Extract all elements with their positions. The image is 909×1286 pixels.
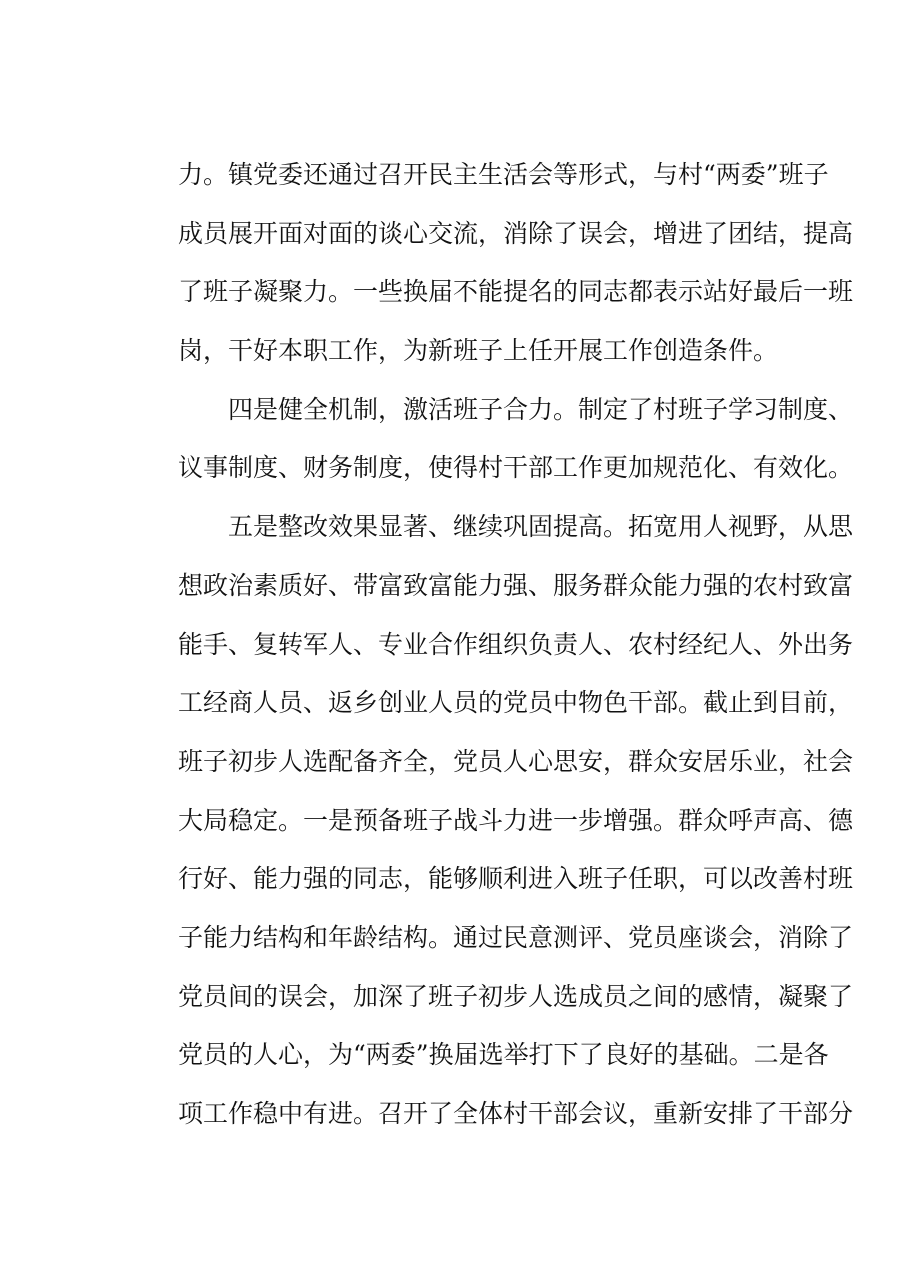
text-line: 想政治素质好、带富致富能力强、服务群众能力强的农村致富: [178, 570, 854, 600]
text-line: 项工作稳中有进。召开了全体村干部会议，重新安排了干部分: [178, 1099, 854, 1128]
text-line: 工经商人员、返乡创业人员的党员中物色干部。截止到目前，: [178, 688, 854, 718]
paragraph-start-line: 五是整改效果显著、继续巩固提高。拓宽用人视野，从思: [228, 512, 854, 542]
text-line: 行好、能力强的同志，能够顺利进入班子任职，可以改善村班: [178, 864, 854, 894]
text-line: 能手、复转军人、专业合作组织负责人、农村经纪人、外出务: [178, 629, 854, 659]
body-text: [178, 146, 854, 1144]
text-line: 了班子凝聚力。一些换届不能提名的同志都表示站好最后一班: [178, 277, 854, 307]
text-line: 党员间的误会，加深了班子初步人选成员之间的感情，凝聚了: [178, 981, 854, 1011]
text-line: 班子初步人选配备齐全，党员人心思安，群众安居乐业，社会: [178, 746, 854, 776]
text-line: 力。镇党委还通过召开民主生活会等形式，与村“两委”班子: [178, 160, 829, 189]
text-line: 大局稳定。一是预备班子战斗力进一步增强。群众呼声高、德: [178, 805, 854, 835]
text-line: 子能力结构和年龄结构。通过民意测评、党员座谈会，消除了: [178, 922, 854, 952]
text-line: 岗，干好本职工作，为新班子上任开展工作创造条件。: [178, 336, 779, 366]
text-line: 成员展开面对面的谈心交流，消除了误会，增进了团结，提高: [178, 218, 854, 248]
text-line: 议事制度、财务制度，使得村干部工作更加规范化、有效化。: [178, 453, 854, 483]
paragraph-start-line: 四是健全机制，激活班子合力。制定了村班子学习制度、: [228, 394, 854, 424]
text-line: 党员的人心，为“两委”换届选举打下了良好的基础。二是各: [178, 1040, 829, 1070]
